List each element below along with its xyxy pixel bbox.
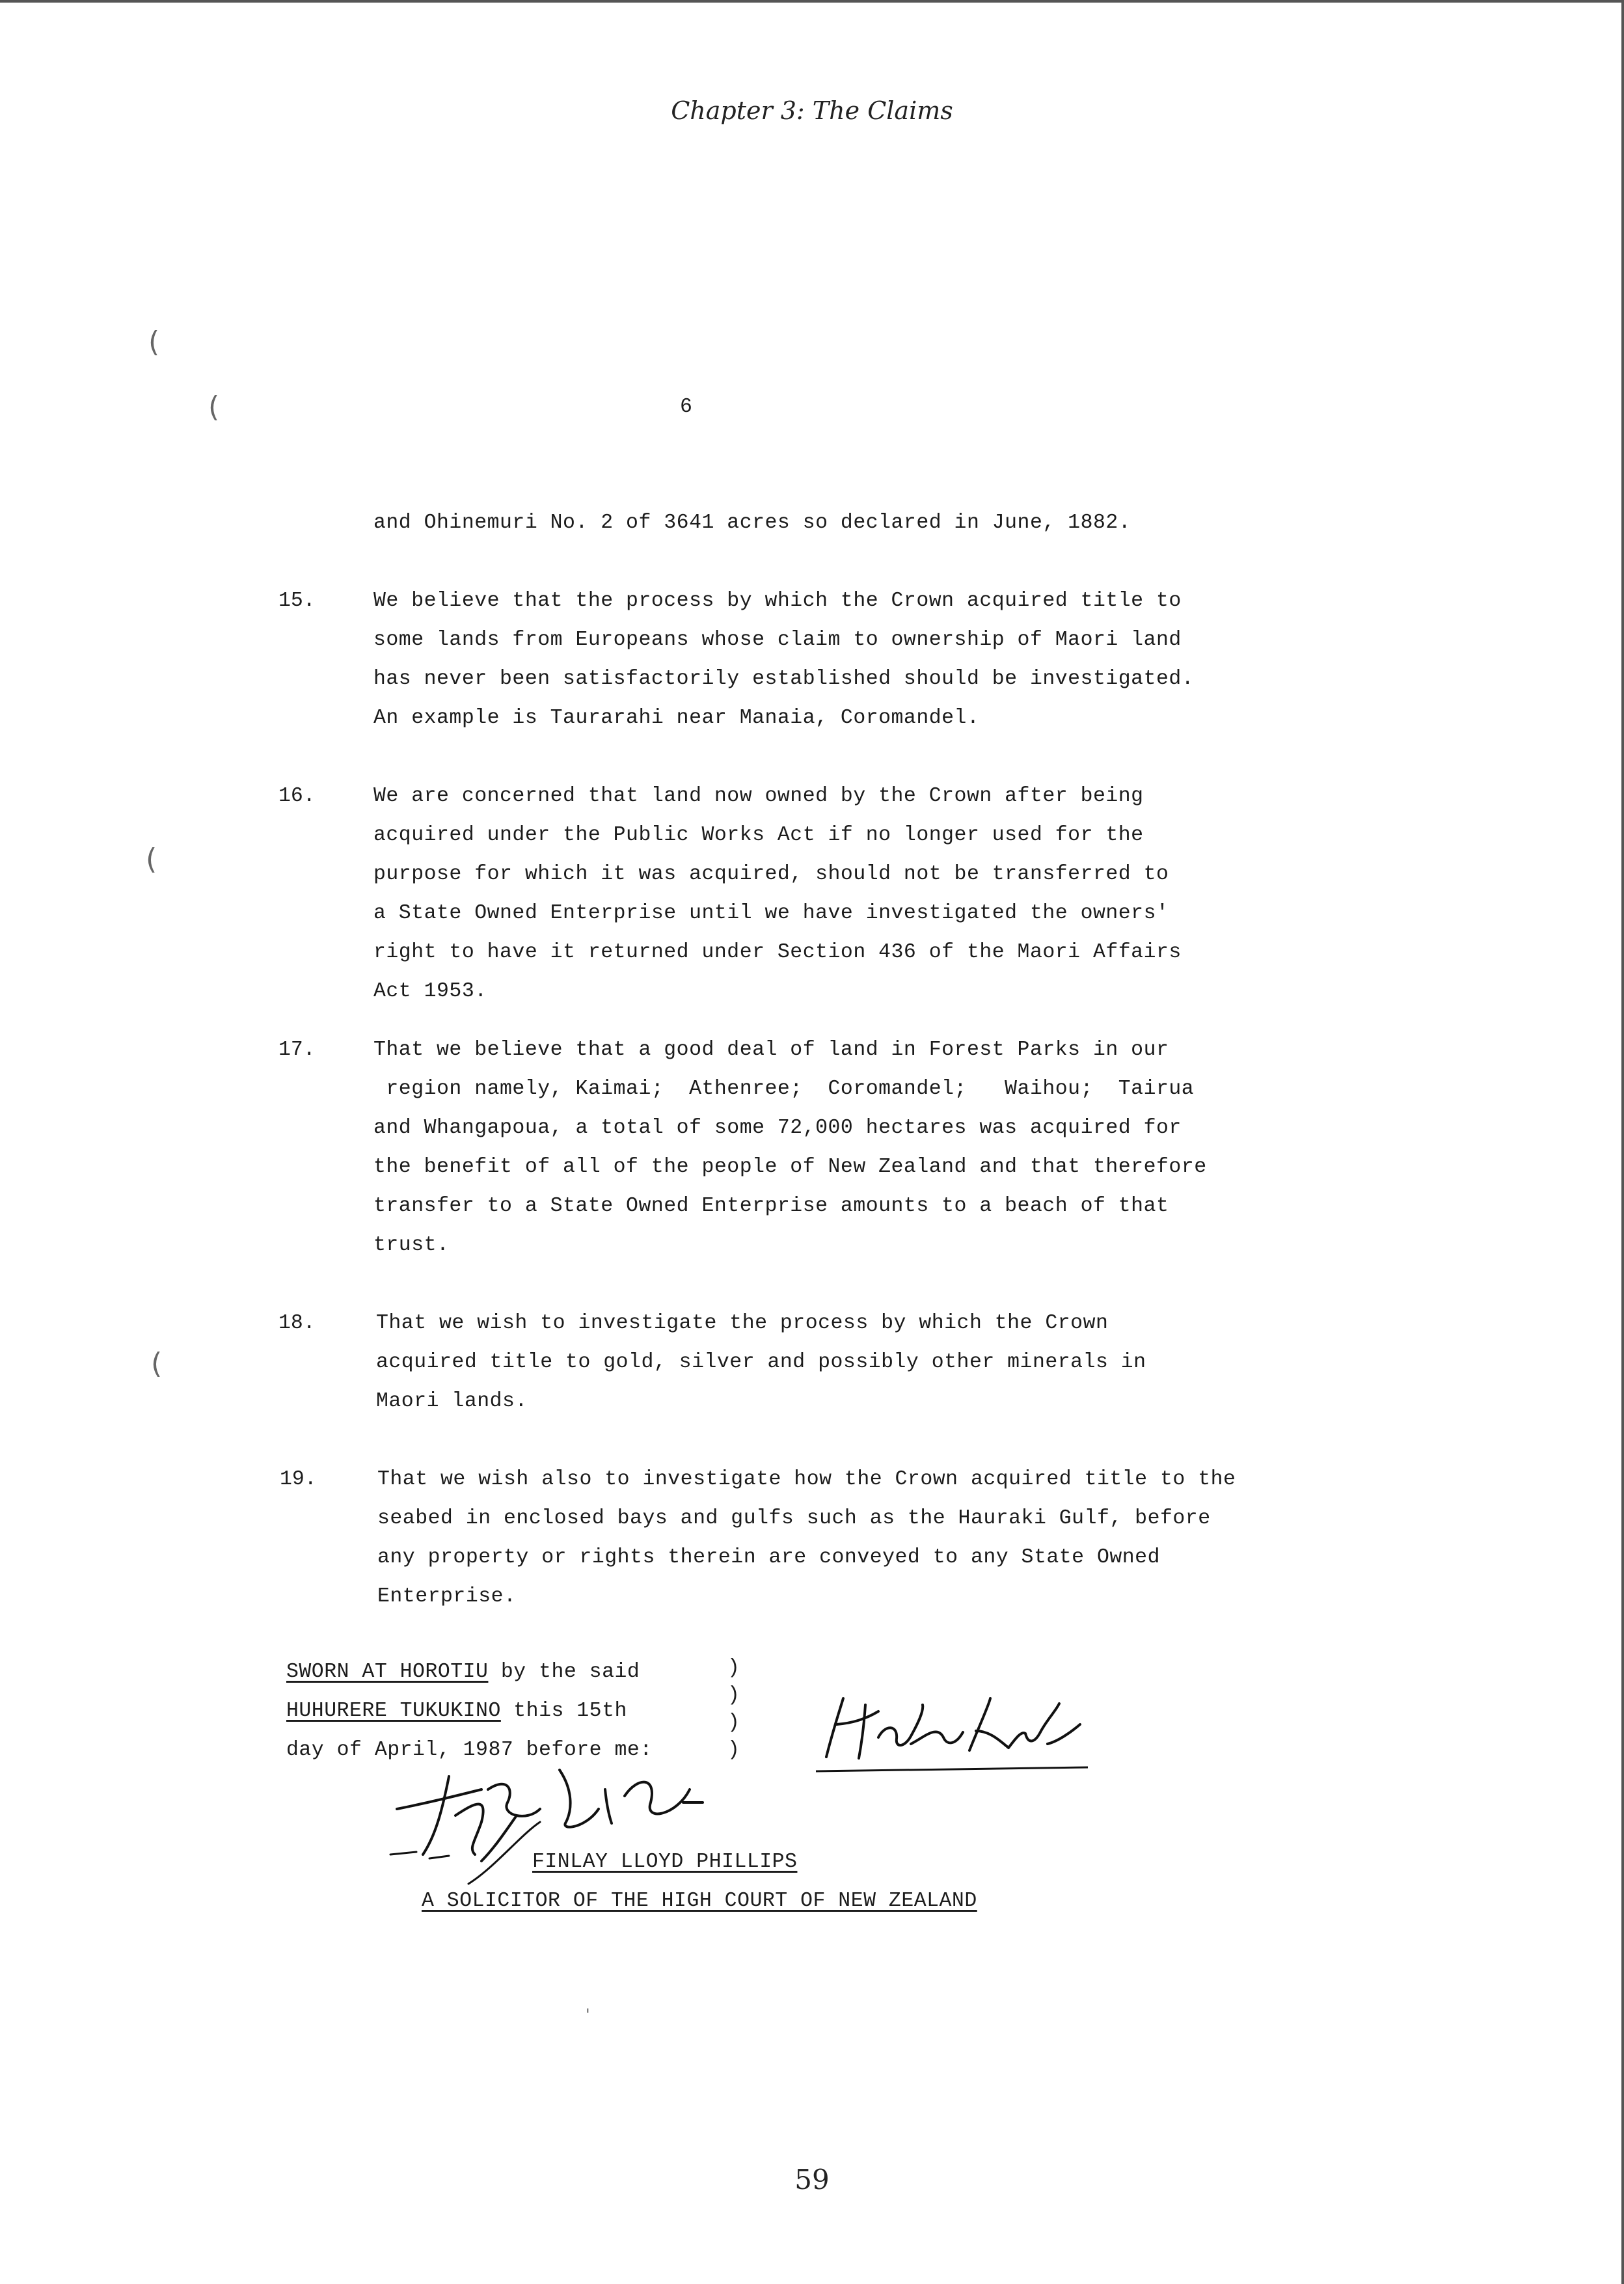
paragraph-line: right to have it returned under Section 436 of the Maori Affairs — [373, 941, 1182, 964]
paragraph-line: purpose for which it was acquired, should not be transferred to — [373, 863, 1169, 886]
typed-page-number: 6 — [680, 396, 693, 418]
scan-mark: ( — [148, 325, 160, 359]
paragraph-line: That we wish also to investigate how the Crown acquired title to the — [377, 1468, 1236, 1491]
deponent-signature — [813, 1685, 1100, 1776]
paragraph-line: We are concerned that land now owned by the Crown after being — [373, 785, 1144, 808]
paragraph-line: a State Owned Enterprise until we have investigated the owners' — [373, 902, 1169, 925]
scan-mark: ' — [586, 2005, 590, 2024]
witness-title: A SOLICITOR OF THE HIGH COURT OF NEW ZEALAND — [422, 1890, 977, 1912]
scan-mark: ( — [151, 1347, 163, 1380]
paragraph-line: and Whangapoua, a total of some 72,000 hectares was acquired for — [373, 1117, 1182, 1139]
intro-line: and Ohinemuri No. 2 of 3641 acres so declared in June, 1882. — [373, 511, 1131, 534]
paragraph-line: seabed in enclosed bays and gulfs such as the Hauraki Gulf, before — [377, 1507, 1211, 1530]
scan-edge-top — [0, 0, 1624, 3]
jurat-date-line: day of April, 1987 before me: — [286, 1739, 653, 1761]
paragraph-number: 19. — [280, 1468, 317, 1491]
paragraph-number: 17. — [278, 1039, 316, 1061]
jurat-line-2 — [286, 1700, 627, 1722]
paragraph-line: acquired title to gold, silver and possibly other minerals in — [376, 1351, 1146, 1374]
bracket: ) — [727, 1711, 740, 1734]
paragraph-line: Act 1953. — [373, 980, 487, 1003]
paragraph-line: That we wish to investigate the process by which the Crown — [376, 1312, 1109, 1335]
paragraph-line: transfer to a State Owned Enterprise amounts to a beach of that — [373, 1195, 1169, 1217]
scan-mark: ( — [146, 843, 157, 876]
book-page-number: 59 — [794, 2164, 830, 2196]
scan-mark: ( — [208, 390, 220, 424]
paragraph-line: Maori lands. — [376, 1390, 528, 1413]
bracket: ) — [727, 1739, 740, 1761]
paragraph-line: trust. — [373, 1234, 450, 1257]
deponent-name: HUHURERE TUKUKINO — [286, 1700, 501, 1722]
paragraph-line: An example is Taurarahi near Manaia, Coromandel. — [373, 707, 980, 729]
this-day: this 15th — [500, 1700, 627, 1722]
paragraph-line: acquired under the Public Works Act if no longer used for the — [373, 824, 1144, 847]
scan-edge-right — [1621, 0, 1624, 2284]
paragraph-line: some lands from Europeans whose claim to ownership of Maori land — [373, 629, 1182, 651]
paragraph-line: That we believe that a good deal of land in Forest Parks in our — [373, 1039, 1169, 1061]
bracket: ) — [727, 1684, 740, 1707]
paragraph-number: 18. — [278, 1312, 316, 1335]
bracket: ) — [727, 1657, 740, 1679]
paragraph-line: region namely, Kaimai; Athenree; Coromandel; Waihou; Tairua — [373, 1078, 1195, 1100]
paragraph-line: any property or rights therein are conveyed to any State Owned — [377, 1546, 1160, 1569]
sworn-at-place: SWORN AT HOROTIU — [286, 1661, 489, 1683]
running-head: Chapter 3: The Claims — [671, 96, 953, 125]
by-the-said: by the said — [488, 1661, 640, 1683]
paragraph-number: 15. — [278, 590, 316, 612]
paragraph-line: the benefit of all of the people of New Zealand and that therefore — [373, 1156, 1207, 1178]
paragraph-line: We believe that the process by which the Crown acquired title to — [373, 590, 1182, 612]
paragraph-line: Enterprise. — [377, 1585, 517, 1608]
jurat-line-1 — [286, 1661, 640, 1683]
witness-name: FINLAY LLOYD PHILLIPS — [532, 1851, 798, 1873]
paragraph-number: 16. — [278, 785, 316, 808]
paragraph-line: has never been satisfactorily established should be investigated. — [373, 668, 1195, 690]
